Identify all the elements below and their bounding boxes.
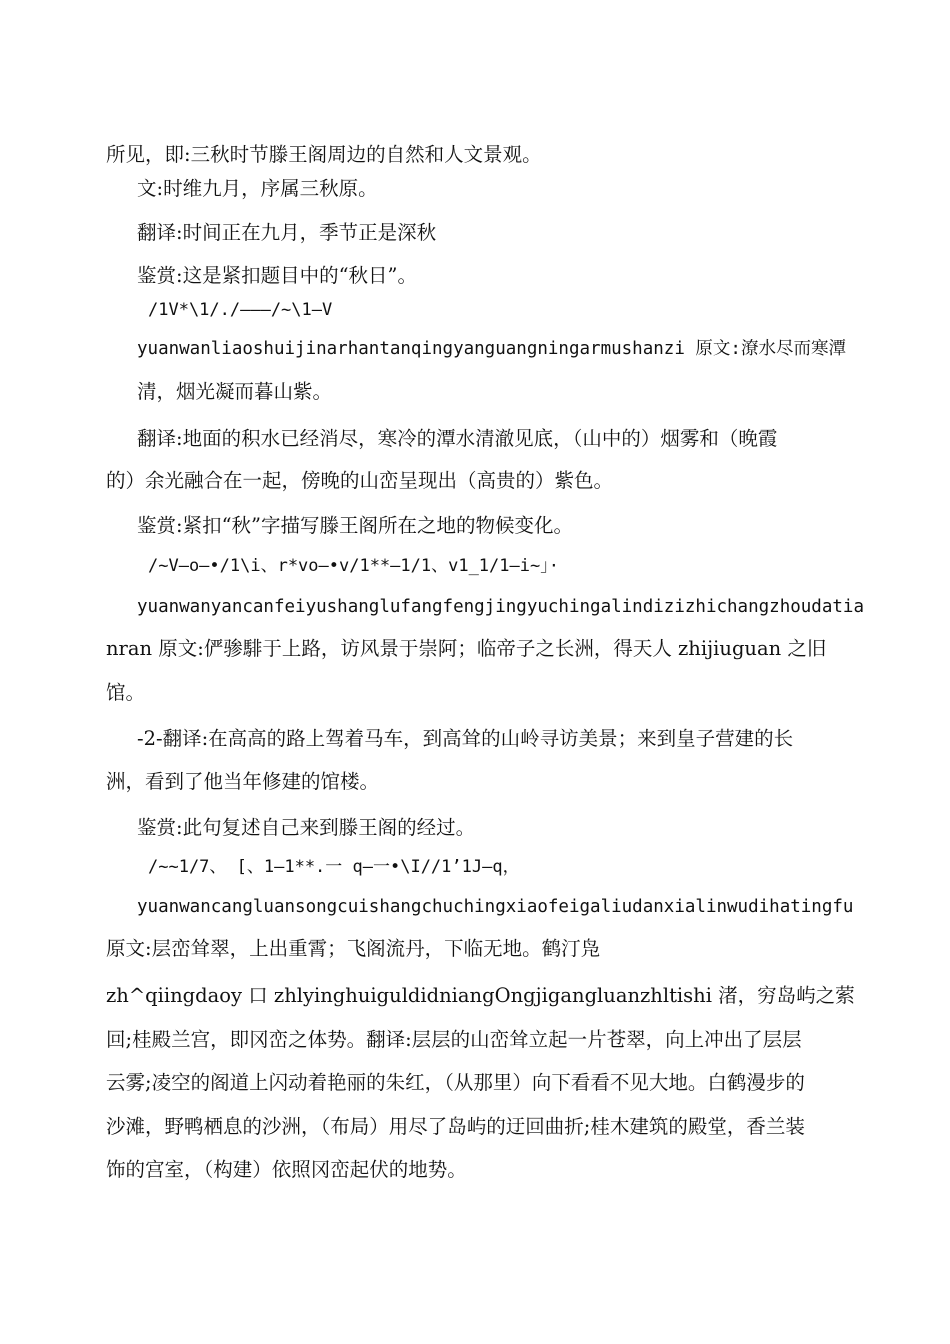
original-text-line: nran 原文:俨骖騑于上路，访风景于崇阿；临帝子之长洲，得天人 zhijiuguan 之旧 — [106, 637, 827, 660]
text-line-intro: 所见，即:三秋时节滕王阁周边的自然和人文景观。 — [106, 143, 542, 166]
pinyin-original-mixed-line: zh^qiingdaoy 口 zhlyinghuiguldidniangOngjigangluanzhltishi 渚，穷岛屿之萦 — [106, 984, 855, 1007]
translation-line: 云雾;凌空的阁道上闪动着艳丽的朱红，（从那里）向下看看不见大地。白鹤漫步的 — [106, 1071, 805, 1094]
garbled-marks-line: /~V—o—•/1\i、r*vo—•v/1**—1/1、v1_1/1—i~」· — [148, 556, 559, 576]
appreciation-line: 鉴赏:紧扣“秋”字描写滕王阁所在之地的物候变化。 — [137, 514, 574, 537]
translation-line: 翻译:地面的积水已经消尽，寒冷的潭水清澈见底，（山中的）烟雾和（晚霞 — [137, 427, 778, 450]
pinyin-line: yuanwancangluansongcuishangchuchingxiaofeigaliudanxialinwudihatingfu — [137, 897, 854, 917]
appreciation-line: 鉴赏:此句复述自己来到滕王阁的经过。 — [137, 816, 476, 839]
pinyin-line: yuanwanyancanfeiyushanglufangfengjingyuchingalindizizhichangzhoudatia — [137, 597, 864, 617]
pinyin-line: yuanwanliaoshuijinarhantanqingyanguangningarmushanzi 原文:潦水尽而寒潭 — [137, 339, 846, 359]
original-text-line: 清，烟光凝而暮山紫。 — [137, 380, 333, 403]
original-translation-line: 回;桂殿兰宫，即冈峦之体势。翻译:层层的山峦耸立起一片苍翠，向上冲出了层层 — [106, 1028, 802, 1051]
appreciation-line: 鉴赏:这是紧扣题目中的“秋日”。 — [137, 264, 418, 287]
original-text-line: 原文:层峦耸翠，上出重霄；飞阁流丹，下临无地。鹤汀凫 — [106, 937, 601, 960]
original-text-line: 馆。 — [106, 681, 146, 704]
translation-line: 翻译:时间正在九月，季节正是深秋 — [137, 221, 437, 244]
translation-line: -2-翻译:在高高的路上驾着马车，到高耸的山岭寻访美景；来到皇子营建的长 — [137, 727, 794, 750]
translation-line: 洲，看到了他当年修建的馆楼。 — [106, 770, 380, 793]
translation-line: 的）余光融合在一起，傍晚的山峦呈现出（高贵的）紫色。 — [106, 469, 614, 492]
translation-line: 饰的宫室，（构建）依照冈峦起伏的地势。 — [106, 1158, 467, 1181]
garbled-marks-line: /~~1/7、 [、1—1**.一 q—一•\I//1’1J—q， — [148, 857, 520, 877]
garbled-marks-line: /1V*\1/./———/~\1—V — [148, 300, 333, 320]
original-text-line: 文:时维九月，序属三秋原。 — [137, 177, 378, 200]
translation-line: 沙滩，野鸭栖息的沙洲，（布局）用尽了岛屿的迂回曲折;桂木建筑的殿堂，香兰装 — [106, 1115, 805, 1138]
